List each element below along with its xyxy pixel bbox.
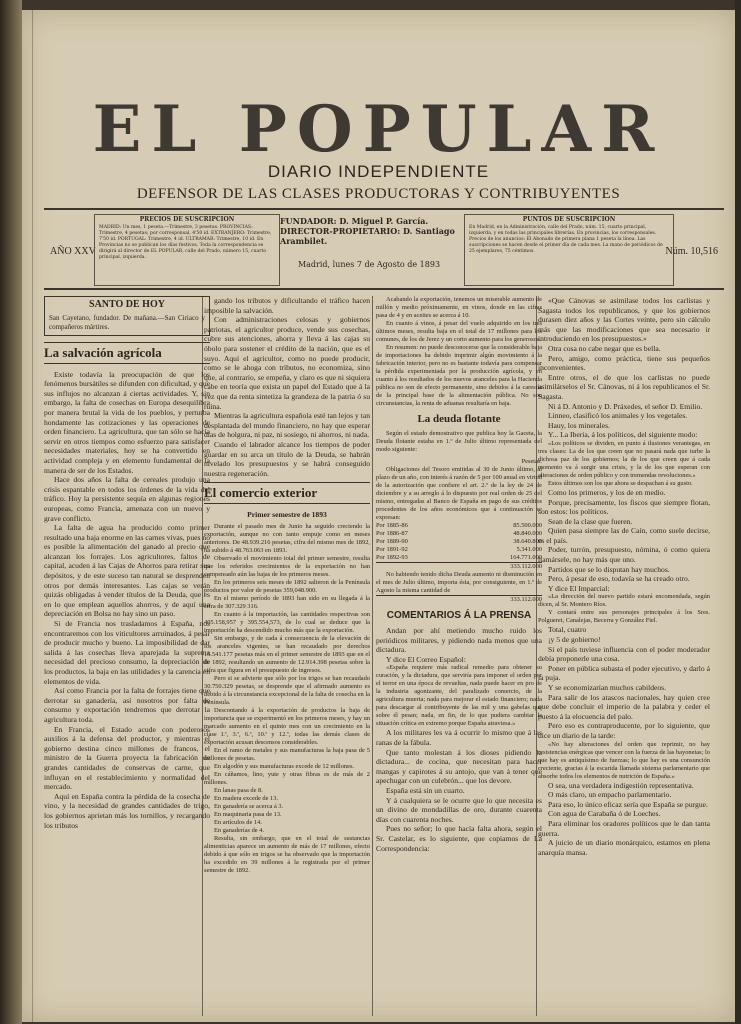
paragraph: «No hay alteraciones del orden que reprimir, no hay resistencias enérgicas que vencer con la fuerza de las bayonetas; lo que hay es antiquísimo de fuerzas; lo que hay es una consunción creciente, gracias á la escarida llamada sistema parlamentario que absorbe todos los elementos de nutrición de España.»: [538, 740, 710, 780]
paragraph: Hauy, los minerales.: [548, 420, 610, 430]
paragraph: Poder, turrón, presupuesto, nómina, ó como quiera llamársele, no hay más que uno.: [538, 545, 710, 565]
info-band: [44, 208, 724, 290]
page-edge: [735, 0, 741, 1024]
paragraph: En artículos de 14.: [214, 818, 262, 826]
paragraph: Y se economizarían muchos cabildeos.: [548, 683, 667, 692]
paragraph: Según el estado demostrativo que publica hoy la Gaceta, la Deuda flotante estaba en 1.º de Julio último representada del modo siguiente:: [376, 430, 542, 453]
paragraph: En el mismo período de 1893 han sido en su llegada á la cifra de 307.329 316.: [204, 594, 370, 610]
paragraph: Aquí en España contra la pérdida de la cosecha de vino, y la necesidad de grandes cantidades de trigo, los gobiernos aprietan más los tornillos, y recargando los tributos: [44, 791, 210, 830]
year-label: AÑO XXV: [50, 246, 96, 257]
paragraph: Para salir de los atascos nacionales, hay quien cree que debe concluir el imperio de la palabra y ceder el puesto á la elocuencia del palo.: [538, 692, 710, 721]
paragraph: Con administraciones celosas y gobiernos patriotas, el agricultor produce, vende sus cosechas, cubre sus atenciones, ahorra y lleva á las cajas su óbolo para sostener el crédito de la nación, que es el suyo. Aquí el agricultor, como no puede producir, como se le ahoga con tributos, no economiza, sino que, al contrario, se empeña, y claro es que ni siquiera cabe en teoría que exista un papel del Estado que á la vez que da renta sintetiza la grandeza de la patria ó su ruina.: [204, 315, 370, 411]
paragraph: En maquinaria pasa de 13.: [214, 810, 282, 818]
column-4: [538, 296, 710, 1022]
paragraph: Hace dos años la falta de cereales produjo una crisis espantable en todos los órdenes de la vida del tráfico. Hoy la persistente sequía en algunas regiones europeas, como Francia, amenaza con un nuevo y grave conflicto.: [44, 475, 210, 523]
paragraph: Poner en pública subasta el poder ejecutivo, y darlo á la puja.: [538, 663, 710, 683]
paragraph: Y contará entre sus personajes principales á los Sres. Polgueret, Canalejas, Becerra y González Fiel.: [538, 609, 710, 625]
paragraph: Para eliminar los oradores políticos que le dan tanta guerra.: [538, 818, 710, 838]
director: DIRECTOR-PROPIETARIO: D. Santiago Arambilet.: [280, 226, 455, 246]
paragraph: En Francia, el Estado acude con poderosos auxilios á la defensa del productor, y mientras el gobierno destina cinco millones de francos, el ministro de la Guerra proyecta la fabricación de grandes cantidades de conservas de carne, que influyan en el restablecimiento y normalidad del mercado.: [44, 724, 210, 792]
masthead-title: EL POPULAR: [92, 92, 665, 167]
column-2: [204, 296, 370, 1022]
paragraph: En ganaderías de 4.: [214, 826, 265, 834]
paragraph: Para eso, lo único eficaz sería que España se purgue.: [548, 799, 708, 809]
paragraph: Durante el pasado mes de Junio ha seguido creciendo la exportación, aunque no con tanto empuje como en meses anteriores. De 48.939.216 pesetas, cifra del mismo mes de 1892, ha subido á 48.763.063 en 1893.: [204, 522, 370, 554]
points-text: En Madrid, en la Administración, calle del Prado, núm. 15, cuarto principal, izquierda, y en todas las principales librerías. En provincias, los corresponsales. Precios de los anuncios: El Abonado de primera plana 1 peseta la línea. Las suscripciones se hacen desde el primer día de cada mes. La mano de periódicos de 25 ejemplares, 75 céntimos.: [469, 225, 663, 254]
paragraph: Con agua de Carabaña ó de Loeches.: [548, 809, 661, 819]
paragraph: Descontando á la exportación de productos la baja de importancia que se experimentó en los primeros meses, y hay un marcado aumento en el quinto mes con un crecimiento en la clase I.ª, 3.ª, 6.ª, 10.ª y 12.ª, todas las demás clases de exportación acusan descensos considerables.: [204, 706, 370, 746]
paragraph: Pero, amigo, como práctica, tiene sus pequeños inconvenientes.: [538, 353, 710, 373]
ledger-label: Por 1892-93: [376, 554, 408, 561]
article-heading: El comercio exterior: [204, 482, 370, 504]
paragraph: Cuando el labrador alcance los tiempos de poder guardar en su arca un título de la Deuda, se habrán nivelado los presupuestos y se habrá conseguido nuestra regeneración.: [204, 439, 370, 478]
paragraph: En cáñamos, lino, yute y otras fibras es de más de 2 millones.: [204, 770, 370, 786]
paragraph: O sea, una verdadera indigestión representativa.: [548, 780, 694, 790]
paragraph: «Que Cánovas se asimilase todos los carlistas y Sagasta todos los republicanos, y que los gobiernos durasen diez años y las Cortes veinte, pero sin cálculo más que las modificaciones que sea necesario ir introduciendo en los presupuestos.»: [538, 296, 710, 344]
paragraph: España está sin un cuarto.: [386, 785, 465, 795]
ledger-label: Por 1889-90: [376, 538, 408, 545]
ledger-total: 333.112.000: [376, 562, 542, 571]
paragraph: Resulta, sin embargo, que en el total de sustancias alimenticias aparece un aumento de más de 17 millones, efecto debido á que sólo en trigos se ha observado que la importación ha excedido en 39 millones á la registrada por el primer semestre de 1892.: [204, 834, 370, 874]
ledger-total-2: 333.112.000: [376, 595, 542, 604]
ledger-label: Por 1891-92: [376, 546, 408, 553]
santo-title: SANTO DE HOY: [89, 299, 165, 310]
paragraph: Pero si se advierte que sólo por los trigos se han recaudado 30.750.329 pesetas, se desprende que el afirmado aumento es debido á la circunstancia excepcional de la falta de cosecha en la Península.: [204, 674, 370, 706]
article-heading: La deuda flotante: [417, 413, 501, 425]
ledger-value: 38.640.800: [513, 538, 542, 545]
paragraph: Total, cuatro: [548, 625, 587, 635]
ledger-label: Por 1885-86: [376, 522, 408, 529]
newspaper-page: [22, 10, 735, 1022]
paragraph: Acabando la exportación, tenemos un miserable aumento de millón y medio próximamente, en vinos, donde en las cifras pasa de 4 y en aceites se acerca á 10.: [376, 296, 542, 319]
paragraph: Pero, á pesar de eso, todavía se ha creado otro.: [548, 574, 690, 584]
ledger-row: [376, 538, 542, 546]
ledger-intro: Obligaciones del Tesoro emitidas al 30 de Junio último, al plazo de un año, con interés á razón de 5 por 100 anual en virtud de la autorización que confiere el art. 2.º de la ley de 24 de diciembre y a su arreglo á lo dispuesto por real orden de 25 del mismo, entregadas al Banco de España en pago de sus créditos procedentes de los años económicos que á continuación se expresan:: [376, 466, 542, 521]
subscription-box: [94, 214, 280, 286]
paragraph: Si de Francia nos trasladamos á España, nos encontraremos con los viticultores arruinados, á pesar de producir mucho y bueno. La imposibilidad de dar salida á las cosechas lleva aparejada la suprema necesidad del precioso consumo, la depreciación de los productos, la baja en las utilidades y la carencia en elementos de vida.: [44, 619, 210, 686]
masthead-subtitle: DIARIO INDEPENDIENTE: [267, 162, 490, 181]
issue-date: Madrid, lunes 7 de Agosto de 1893: [297, 260, 441, 269]
paragraph: Linneo, clasificó los animales y los vegetales.: [548, 411, 688, 421]
paragraph: En los primeros seis meses de 1892 salieron de la Península productos por valor de pesetas 359,048.900.: [204, 578, 370, 594]
paragraph: En ganadería se acerca á 3.: [214, 802, 284, 810]
paragraph: Si el país tuviese influencia con el poder moderador debía proponerle una cosa.: [538, 644, 710, 664]
paragraph: Sean de la clase que fueren.: [548, 516, 633, 526]
paragraph: Y dice El Correo Español:: [386, 654, 466, 664]
paragraph: En cuanto á vinos, á pesar del vuelo adquirido en los tres últimos meses, resulta baja en el total de 17 millones para los comunes, de los de Jerez y un corto aumento para los generosos.: [376, 320, 542, 343]
paragraph: gando los tributos y dificultando el tráfico hacen imposible la salvación.: [204, 296, 370, 315]
issue-number: Núm. 10,516: [665, 246, 718, 257]
santo-box: [44, 296, 210, 336]
debt-ledger: [376, 458, 542, 604]
ledger-value: 5.341.000: [516, 546, 542, 553]
paragraph: Y á cualquiera se le ocurre que lo que necesita es un divino de mondadillas de oro, durante cuarenta días con cuarenta noches.: [376, 795, 542, 824]
ledger-value: 85.500.000: [513, 522, 542, 529]
paragraph: En el ramo de metales y sus manufacturas la baja pasa de 5 millones de pesetas.: [204, 746, 370, 762]
paragraph: Ni á D. Antonio y D. Práxedes, el señor D. Emilio.: [548, 401, 703, 411]
subscription-title: PRECIOS DE SUSCRIPCION: [139, 216, 235, 223]
ledger-text: No habiendo tenido dicha Deuda aumento ni disminución en el mes de Julio último, importa ésta, por consiguiente, en 1.º de Agosto la misma cantidad de: [376, 571, 542, 594]
paragraph: «España requiere más radical remedio para obtener su curación, y la dictadura, que serviría para imponer el orden por el terror en una época de revueltas, nada puede hacer en pro de la industria agonizante, del paralizado comercio, de la agricultura muerta; nada para mejorar el estado financiero; nada para descargar al contribuyente de las mil y una gabelas que sobre él pesan; nada, en fin, de lo que pudiera cambiar la situación crítica en extremo porque España atraviesa.»: [376, 664, 542, 728]
paragraph: En resumen: no puede desconocerse que la considerable baja de importaciones ha debido imprimir algún movimiento á la fabricación interior, pero no es bastante todavía para compensar la pérdida experimentada por la producción agrícola, y en cuanto á los resultados de los nuevos aranceles para la Hacienda pública no son de efecto permanente, sino debidos á la carestía de la principal base de la alimentación pública. No son circunstancias, la renta de aduanas resultaría en baja.: [376, 344, 542, 407]
paragraph: Partidos que se lo disputan hay muchos.: [548, 564, 670, 574]
paragraph: Pero eso es contraproducente, por lo siguiente, que dice un diario de la tarde:: [538, 721, 710, 740]
paragraph: Que tanto molestan á los dioses pidiendo la dictadura... de cocina, que necesitan para hacer mangas y capirotes á su antojo, que van á tener que apechugar con un culebrón... que los devore.: [376, 747, 542, 786]
santo-text: San Cayetano, fundador. De mañana.—San Ciriaco y compañeros mártires.: [49, 313, 205, 331]
ledger-row: [376, 554, 542, 562]
column-3: [376, 296, 542, 1022]
paragraph: Sin embargo, y de cada á consecuencia de la elevación de los aranceles vigentes, se han recaudado por derechos 15.541.177 pesetas más en el primer semestre de 1893 que en el de 1892, resultando un aumento de 12.914.398 pesetas sobre la cifra que figura en el presupuesto de ingresos.: [204, 634, 370, 674]
ledger-unit: Pesetas.: [521, 458, 542, 465]
page-binding: [0, 0, 22, 1024]
paragraph: Estos últimos son los que ahora se despachan á su gusto.: [548, 479, 693, 487]
founder: FUNDADOR: D. Miguel P. García.: [280, 216, 429, 226]
paragraph: ¡y 5 de gobierno!: [548, 635, 601, 645]
paragraph: Mientras la agricultura española esté tan lejos y tan desplantada del mundo financiero, no hay que esperar días de holgura, ni paz, ni sosiego, ni ahorros, ni nada.: [204, 411, 370, 440]
ledger-row: [376, 546, 542, 554]
article-heading: La salvación agrícola: [44, 342, 210, 364]
paragraph: O más claro, un empacho parlamentario.: [548, 790, 672, 800]
article-heading: COMENTARIOS Á LA PRENSA: [386, 610, 532, 621]
paragraph: Otra cosa no cabe negar que es bella.: [548, 343, 661, 353]
points-box: [464, 214, 674, 286]
paragraph: Observado el movimiento total del primer semestre, resulta que los referidos crecimientos de la exportación no han compensado aún las bajas de los primeros meses.: [204, 554, 370, 578]
column-1: [44, 296, 210, 1022]
paragraph: Pues no señor; lo que hacía falta ahora, según el Sr. Castelar, es lo siguiente, que copiamos de La Correspondencia:: [376, 824, 542, 853]
points-title: PUNTOS DE SUSCRIPCION: [522, 216, 616, 223]
paragraph: Como los primeros, y los de en medio.: [548, 487, 666, 497]
ledger-row: [376, 522, 542, 530]
ledger-row: [376, 530, 542, 538]
staff-box: [280, 216, 458, 282]
paragraph: En algodón y sus manufacturas excede de 12 millones.: [214, 762, 355, 770]
paragraph: En lanas pasa de 8.: [214, 786, 263, 794]
paragraph: A juicio de un diario monárquico, estamos en plena anarquía mansa.: [538, 838, 710, 857]
subscription-text: MADRID: Un mes, 1 peseta.—Trimestre, 3 pesetas. PROVINCIAS: Trimestre, 4 pesetas; por corresponsal, 4'50 id. EXTRANJERO: Trimestre, 7'50 id. PORTUGAL: Trimestre, 4 id. ULTRAMAR: Trimestre, 10 id. En Provincias no se publican los días festivos. Toda la correspondencia se dirigirá al director de EL POPULAR, calle del Prado, número 15, cuarto principal, izquierda.: [99, 225, 272, 260]
paragraph: Porque, precisamente, los fiscos que siempre flotan, son estos: los políticos.: [538, 497, 710, 517]
masthead-tagline: DEFENSOR DE LAS CLASES PRODUCTORAS Y CONTRIBUYENTES: [136, 186, 621, 202]
paragraph: Y dice El Imparcial:: [548, 583, 610, 593]
paragraph: «La dirección del nuevo partido estará encomendada, según dicen, al Sr. Montero Ríos.: [538, 593, 710, 609]
ledger-label: Por 1886-87: [376, 530, 408, 537]
paragraph: En madera excede de 13.: [214, 794, 279, 802]
paragraph: Andan por ahí metiendo mucho ruido los periódicos militares, y pidiendo nada menos que una dictadura.: [376, 626, 542, 655]
paragraph: Existe todavía la preocupación de que los fenómenos bursátiles se difunden con dificultad, y que sus influjos no alcanzan á ciertas actividades. Y, sin embargo, la falta de cosechas en Europa desequilibra por manera brutal la vida de los pueblos, y perturba hondamente las cotizaciones y las operaciones de orden financiero. La agricultura, que tan sólo se hacía servir en otros tiempos como esfuerzo para satisfacer necesidades materiales, hoy se ha convertido en actividad compleja y en elemento fundamental de la manera de ser de los Estados.: [44, 369, 210, 475]
ledger-value: 164.771.000: [510, 554, 542, 561]
article-subheading: Primer semestre de 1893: [247, 510, 327, 520]
paragraph: La falta de agua ha producido como primer resultado una baja enorme en las carnes vivas, pues no es posible la alimentación del ganado al precio que alcanzan los forrajes. Los agricultores, faltos de capital, acuden á las Cajas de Ahorros para retirar sus depósitos, y de este suceso tan natural se desprenden otros por demás interesantes. Las cajas se verán quizás obligadas á vender títulos de la Deuda, que es en lo que emplean aquellos ahorros, y de aquí una depreciación en Bolsa no hay sino un paso.: [44, 523, 210, 619]
ledger-value: 48.840.000: [513, 530, 542, 537]
paragraph: En cuanto á la importación, las cantidades respectivas son 405.158,957 y 395.554,573, de lo cual se deduce que la importación ha descendido mucho más que la exportación.: [204, 610, 370, 634]
paragraph: A los militares les va á ocurrir lo mismo que á las ranas de la fábula.: [376, 728, 542, 747]
paragraph: Así como Francia por la falta de forrajes tiene que derrotar su ganadería, así nosotros por falta de consumo y exportación tendremos que derrotar la agricultura toda.: [44, 686, 210, 724]
column-rule: [372, 296, 373, 1016]
paragraph: «Los políticos se dividen, en punto á ilusiones veraniegas, en tres clases: La de los que creen que no pasará nada que turbe la dichosa paz de los gobiernos; la de los que creen que á cada momento va á surgir una crisis, y la de los que esperan con alteraciones de orden público y con tremendas revoluciones.»: [538, 439, 710, 479]
paragraph: Y... La Iberia, á los políticos, del siguiente modo:: [548, 430, 698, 440]
paragraph: Quien pasa siempre las de Caín, como suele decirse, es el país.: [538, 526, 710, 545]
paragraph: Entre otros, el de que los carlistas no puede asimilárselos el Sr. Cánovas, ni á los republicanos el Sr. Sagasta.: [538, 372, 710, 401]
